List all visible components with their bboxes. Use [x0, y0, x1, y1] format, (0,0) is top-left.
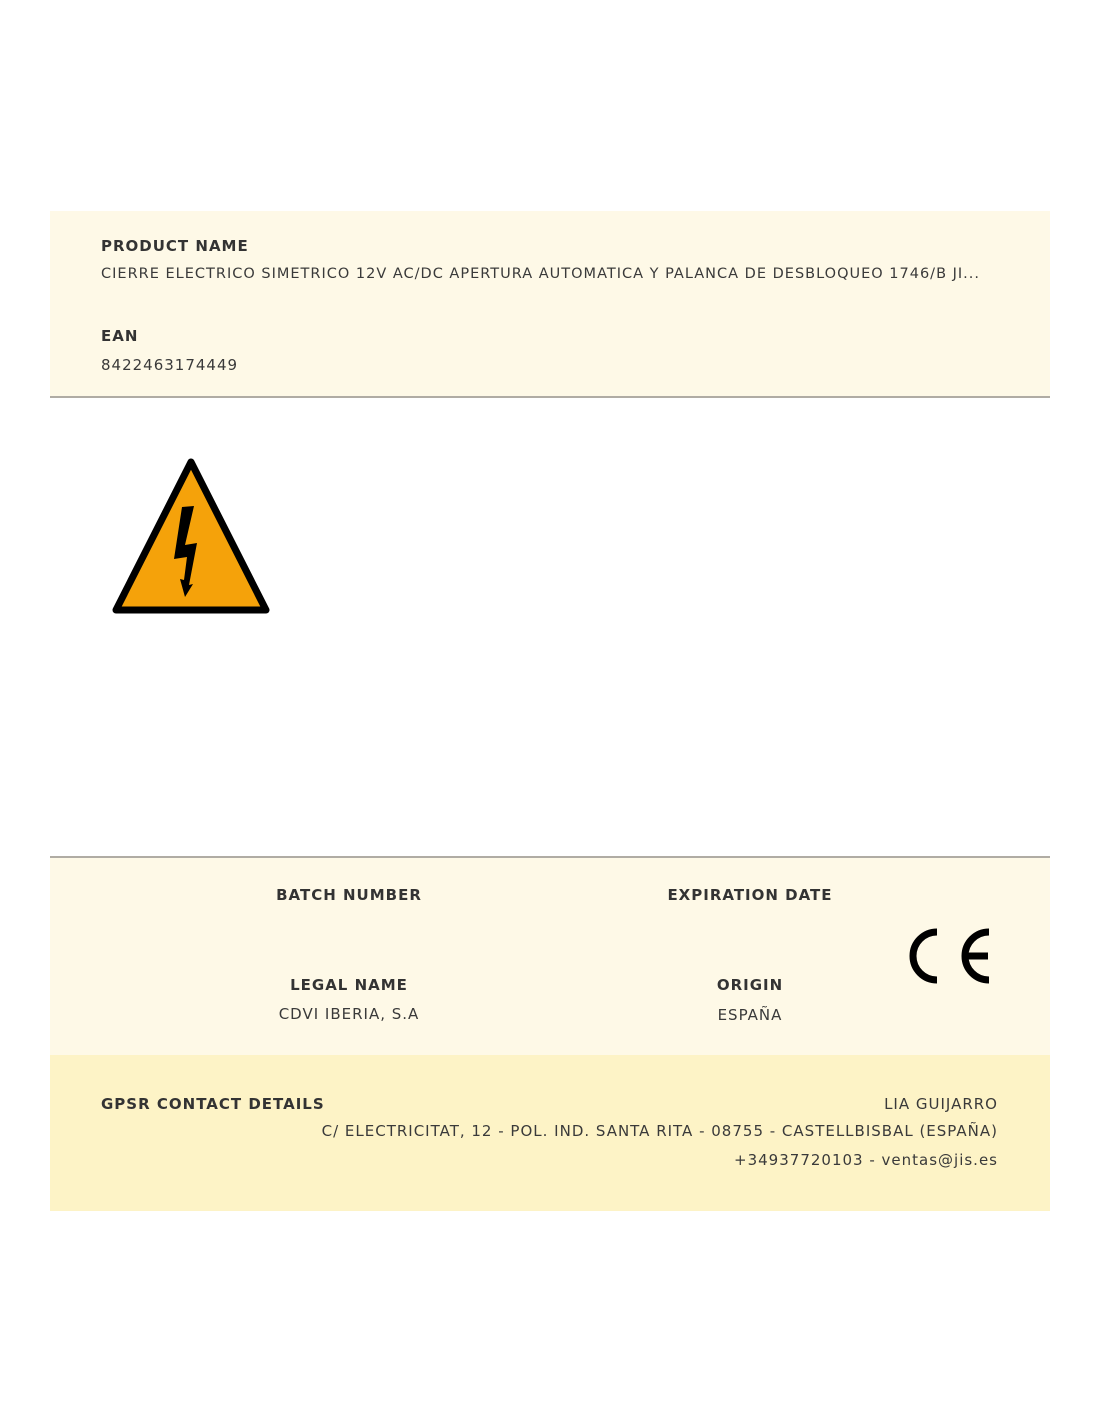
product-name-value: CIERRE ELECTRICO SIMETRICO 12V AC/DC APERTURA AUTOMATICA Y PALANCA DE DESBLOQUEO 1746/B JI... — [101, 266, 981, 282]
legal-name-value: CDVI IBERIA, S.A — [278, 1005, 420, 1023]
ean-value: 8422463174449 — [101, 356, 239, 374]
gpsr-contact-address: C/ ELECTRICITAT, 12 - POL. IND. SANTA RITA - 08755 - CASTELLBISBAL (ESPAÑA) — [321, 1122, 998, 1140]
legal-name-label: LEGAL NAME — [290, 976, 408, 994]
high-voltage-warning-icon — [110, 455, 272, 617]
ce-mark-icon — [908, 926, 994, 986]
gpsr-contact-phone-email: +34937720103 - ventas@jis.es — [734, 1151, 998, 1169]
origin-value: ESPAÑA — [717, 1006, 783, 1024]
origin-label: ORIGIN — [716, 976, 784, 994]
gpsr-contact-name: LIA GUIJARRO — [884, 1095, 998, 1113]
batch-details-panel — [50, 856, 1050, 1057]
gpsr-contact-label: GPSR CONTACT DETAILS — [101, 1095, 325, 1113]
product-info-panel — [50, 211, 1050, 398]
ean-label: EAN — [101, 327, 139, 345]
gpsr-contact-panel — [50, 1055, 1050, 1211]
batch-number-label: BATCH NUMBER — [276, 886, 422, 904]
product-name-label: PRODUCT NAME — [101, 237, 249, 255]
expiration-date-label: EXPIRATION DATE — [667, 886, 833, 904]
